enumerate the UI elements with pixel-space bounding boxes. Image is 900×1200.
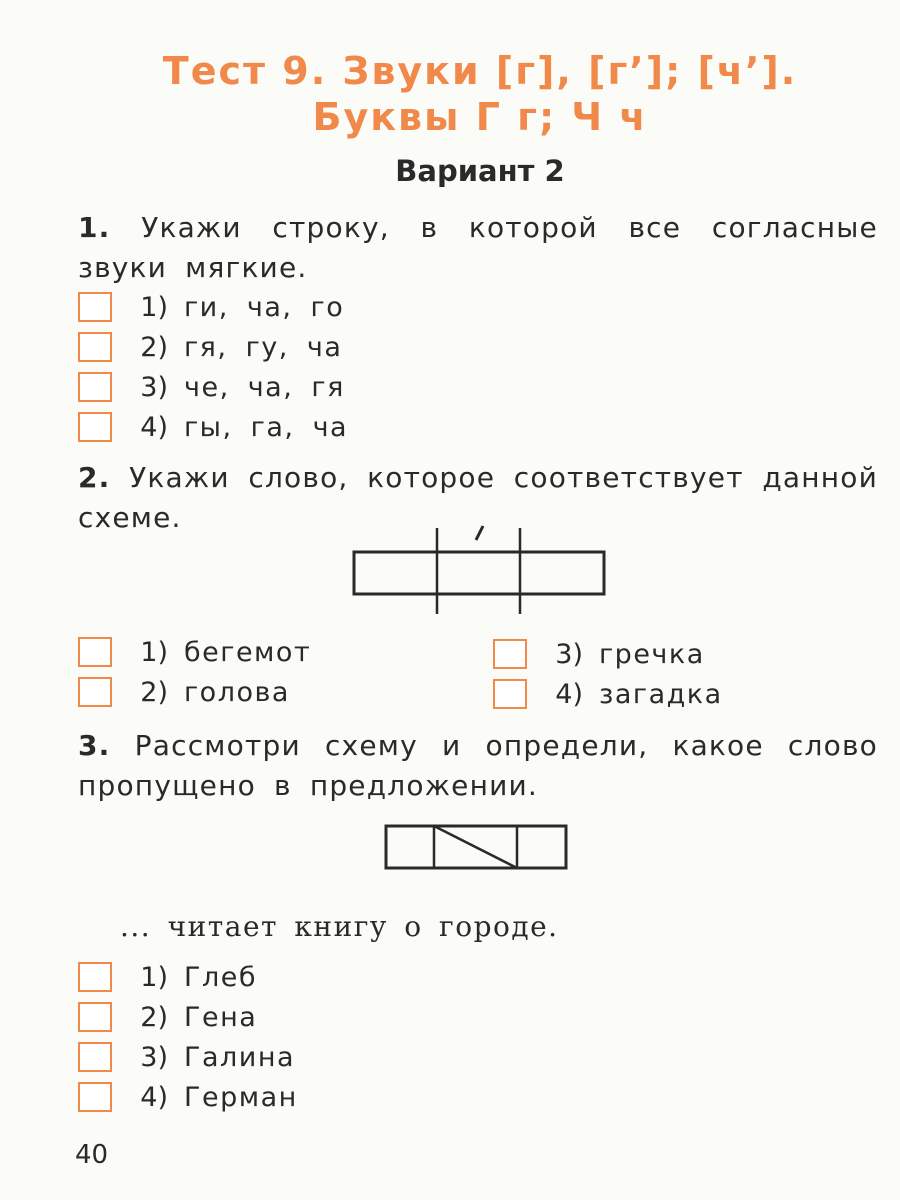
option-number: 1) <box>140 961 168 993</box>
q1-option-1[interactable] <box>78 290 344 324</box>
test-title-line2: Буквы Г г; Ч ч <box>312 95 648 139</box>
variant-heading: Вариант 2 <box>395 154 565 188</box>
q3-option-3-checkbox[interactable] <box>78 1042 112 1072</box>
option-number: 3) <box>140 1041 168 1073</box>
q1-option-2-checkbox[interactable] <box>78 332 112 362</box>
question-1-prompt: Укажи строку, в которой все согласные звуки мягкие. <box>78 211 878 284</box>
option-text: голова <box>184 676 290 708</box>
q3-sentence: ... читает книгу о городе. <box>120 910 559 943</box>
q3-word-scheme <box>380 820 575 875</box>
test-title-line1: Тест 9. Звуки [г], [г’]; [ч’]. <box>162 49 798 93</box>
option-number: 4) <box>140 411 168 443</box>
q3-option-4-checkbox[interactable] <box>78 1082 112 1112</box>
option-number: 3) <box>140 371 168 403</box>
q3-option-4[interactable] <box>78 1080 298 1114</box>
q2-option-3[interactable] <box>493 637 705 671</box>
q3-option-1-checkbox[interactable] <box>78 962 112 992</box>
option-number: 2) <box>140 331 168 363</box>
option-number: 3) <box>555 638 583 670</box>
q1-option-2[interactable] <box>78 330 342 364</box>
q2-option-2-checkbox[interactable] <box>78 677 112 707</box>
q2-option-4-checkbox[interactable] <box>493 679 527 709</box>
option-text: бегемот <box>184 636 312 668</box>
question-1-text <box>78 208 878 288</box>
question-3-number: 3. <box>78 729 111 762</box>
q3-option-2-checkbox[interactable] <box>78 1002 112 1032</box>
option-text: Галина <box>184 1041 296 1073</box>
q2-option-3-checkbox[interactable] <box>493 639 527 669</box>
q1-option-4-checkbox[interactable] <box>78 412 112 442</box>
stress-mark <box>476 526 483 540</box>
question-3-text <box>78 726 878 806</box>
soft-sign-diagonal <box>434 826 517 868</box>
q3-option-3[interactable] <box>78 1040 295 1074</box>
q1-option-3[interactable] <box>78 370 345 404</box>
option-text: гречка <box>599 638 705 670</box>
option-number: 1) <box>140 636 168 668</box>
option-text: гы, га, ча <box>184 411 349 443</box>
scheme-word-box <box>354 552 604 594</box>
question-3-prompt: Рассмотри схему и определи, какое слово пропущено в предложении. <box>78 729 878 802</box>
option-number: 4) <box>555 678 583 710</box>
option-number: 2) <box>140 1001 168 1033</box>
option-number: 1) <box>140 291 168 323</box>
q3-option-2[interactable] <box>78 1000 257 1034</box>
option-text: ги, ча, го <box>184 291 345 323</box>
option-number: 4) <box>140 1081 168 1113</box>
q2-option-4[interactable] <box>493 677 723 711</box>
option-text: Глеб <box>184 961 257 993</box>
question-2-prompt: Укажи слово, которое соответствует данной схеме. <box>78 461 878 534</box>
q1-option-1-checkbox[interactable] <box>78 292 112 322</box>
page-number: 40 <box>75 1140 109 1170</box>
option-text: че, ча, гя <box>184 371 345 403</box>
q2-option-2[interactable] <box>78 675 290 709</box>
option-text: Герман <box>184 1081 298 1113</box>
q2-option-1-checkbox[interactable] <box>78 637 112 667</box>
option-text: загадка <box>599 678 723 710</box>
option-text: Гена <box>184 1001 258 1033</box>
option-text: гя, гу, ча <box>184 331 343 363</box>
question-2-number: 2. <box>78 461 111 494</box>
q2-option-1[interactable] <box>78 635 311 669</box>
q1-option-4[interactable] <box>78 410 348 444</box>
question-1-number: 1. <box>78 211 111 244</box>
q2-word-scheme <box>340 520 620 620</box>
q3-option-1[interactable] <box>78 960 257 994</box>
q1-option-3-checkbox[interactable] <box>78 372 112 402</box>
option-number: 2) <box>140 676 168 708</box>
